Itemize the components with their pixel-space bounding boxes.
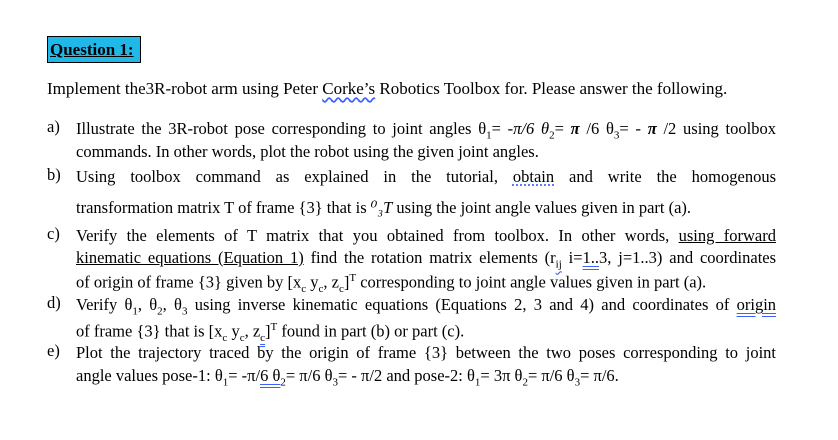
text: using the joint angle values given in part (a).	[392, 198, 692, 217]
math-text: π	[570, 119, 580, 138]
item-letter: d)	[47, 293, 61, 312]
item-b-line-1	[76, 165, 776, 188]
intro-text-post: Robotics Toolbox for. Please answer the following.	[375, 79, 728, 98]
text: find the rotation matrix elements (r	[303, 248, 556, 267]
text: , θ	[162, 295, 182, 314]
obtain-word: obtain	[512, 167, 555, 186]
item-c-line-2	[76, 247, 777, 271]
text: corresponding to joint angle values given in part (a).	[356, 272, 707, 292]
item-d-line-1	[76, 293, 776, 316]
text: transformation matrix T of frame {3} that is	[76, 198, 371, 217]
subscript: 2	[522, 376, 528, 389]
text: i=	[561, 248, 583, 267]
subscript: c	[239, 331, 245, 344]
text: /6 θ	[579, 119, 614, 138]
subscript: 2	[157, 305, 163, 318]
text: Verify the elements of T matrix that you obtained from toolbox. In other words,	[76, 226, 679, 245]
intro-paragraph	[47, 79, 727, 99]
subscript: ij	[555, 258, 562, 271]
subscript: 1	[486, 129, 492, 142]
origin-word: origin	[736, 295, 777, 314]
subscript: 2	[280, 376, 286, 389]
range-text: 1..	[582, 248, 600, 267]
text: , θ	[137, 295, 158, 314]
text: y	[306, 272, 319, 292]
text: y	[227, 321, 240, 341]
math-text: π	[647, 119, 657, 138]
item-a-line-2: commands. In other words, plot the robot using the given joint angles.	[76, 142, 539, 161]
text: of frame {3} that is [x	[76, 321, 223, 341]
math-text: π/6 θ	[513, 119, 550, 138]
subscript: c	[222, 331, 228, 344]
item-c-line-1	[76, 224, 776, 247]
text: angle values pose-1: θ	[76, 366, 223, 385]
text: Illustrate the 3R-robot pose corresponding to joint angles θ	[76, 119, 487, 138]
item-letter: a)	[47, 117, 60, 136]
text: ]	[265, 321, 271, 341]
text: = π/6.	[580, 366, 619, 385]
superscript: T	[349, 272, 357, 284]
item-c-line-3	[76, 268, 776, 295]
text: found in part (b) or part (c).	[277, 321, 465, 341]
intro-text-pre: Implement the3R-robot arm using Peter	[47, 79, 323, 98]
intro-corke: Corke’s	[322, 79, 376, 98]
text: Using toolbox command as explained in the tutorial,	[76, 167, 513, 186]
item-letter: b)	[47, 165, 61, 184]
superscript: T	[270, 321, 278, 333]
item-letter: e)	[47, 341, 60, 360]
text: =	[554, 119, 571, 138]
item-e-line-2	[76, 364, 776, 387]
subscript: c	[301, 282, 307, 295]
subscript: 3	[181, 305, 188, 318]
text: ]	[343, 272, 350, 292]
underlined-text: kinematic equations (Equation 1)	[76, 248, 304, 267]
item-e-line-1: Plot the trajectory traced by the origin of frame {3} between the two poses corresponding to joint	[76, 343, 776, 362]
item-letter: c)	[47, 224, 60, 243]
text: = - π/2 and pose-2: θ	[338, 366, 475, 385]
text: Verify θ	[76, 295, 133, 314]
text: /2 using toolbox	[656, 119, 776, 138]
subscript: 1	[474, 376, 481, 389]
item-b-line-2	[76, 196, 776, 219]
text: = π/6 θ	[527, 366, 575, 385]
text: = 3π θ	[480, 366, 523, 385]
text: 6 θ	[260, 366, 281, 385]
item-d-line-2	[76, 316, 776, 344]
question-title: Question 1:	[47, 36, 141, 63]
subscript: 3	[574, 376, 581, 389]
subscript: c	[260, 331, 266, 344]
subscript: 3	[613, 129, 620, 142]
transform-symbol: ⁰₃T	[370, 198, 393, 217]
text: 3, j=1..3) and coordinates	[599, 248, 777, 267]
text: of origin of frame {3} given by [x	[76, 272, 302, 292]
underlined-text: using forward	[678, 226, 776, 245]
text: = -	[491, 119, 514, 138]
text: and write the homogenous	[554, 167, 776, 186]
subscript: 1	[222, 376, 229, 389]
subscript: 3	[332, 376, 338, 389]
text: , z	[323, 272, 339, 292]
item-a-line-1	[76, 117, 776, 140]
text: , z	[244, 321, 261, 341]
subscript: c	[318, 282, 324, 295]
subscript: 2	[549, 129, 555, 142]
subscript: 1	[132, 305, 138, 318]
text: = -	[619, 119, 648, 138]
subscript: c	[338, 282, 344, 295]
text: = -π/	[228, 366, 261, 385]
text: using inverse kinematic equations (Equations 2, 3 and 4) and coordinates of	[187, 295, 737, 314]
text: = π/6 θ	[285, 366, 333, 385]
